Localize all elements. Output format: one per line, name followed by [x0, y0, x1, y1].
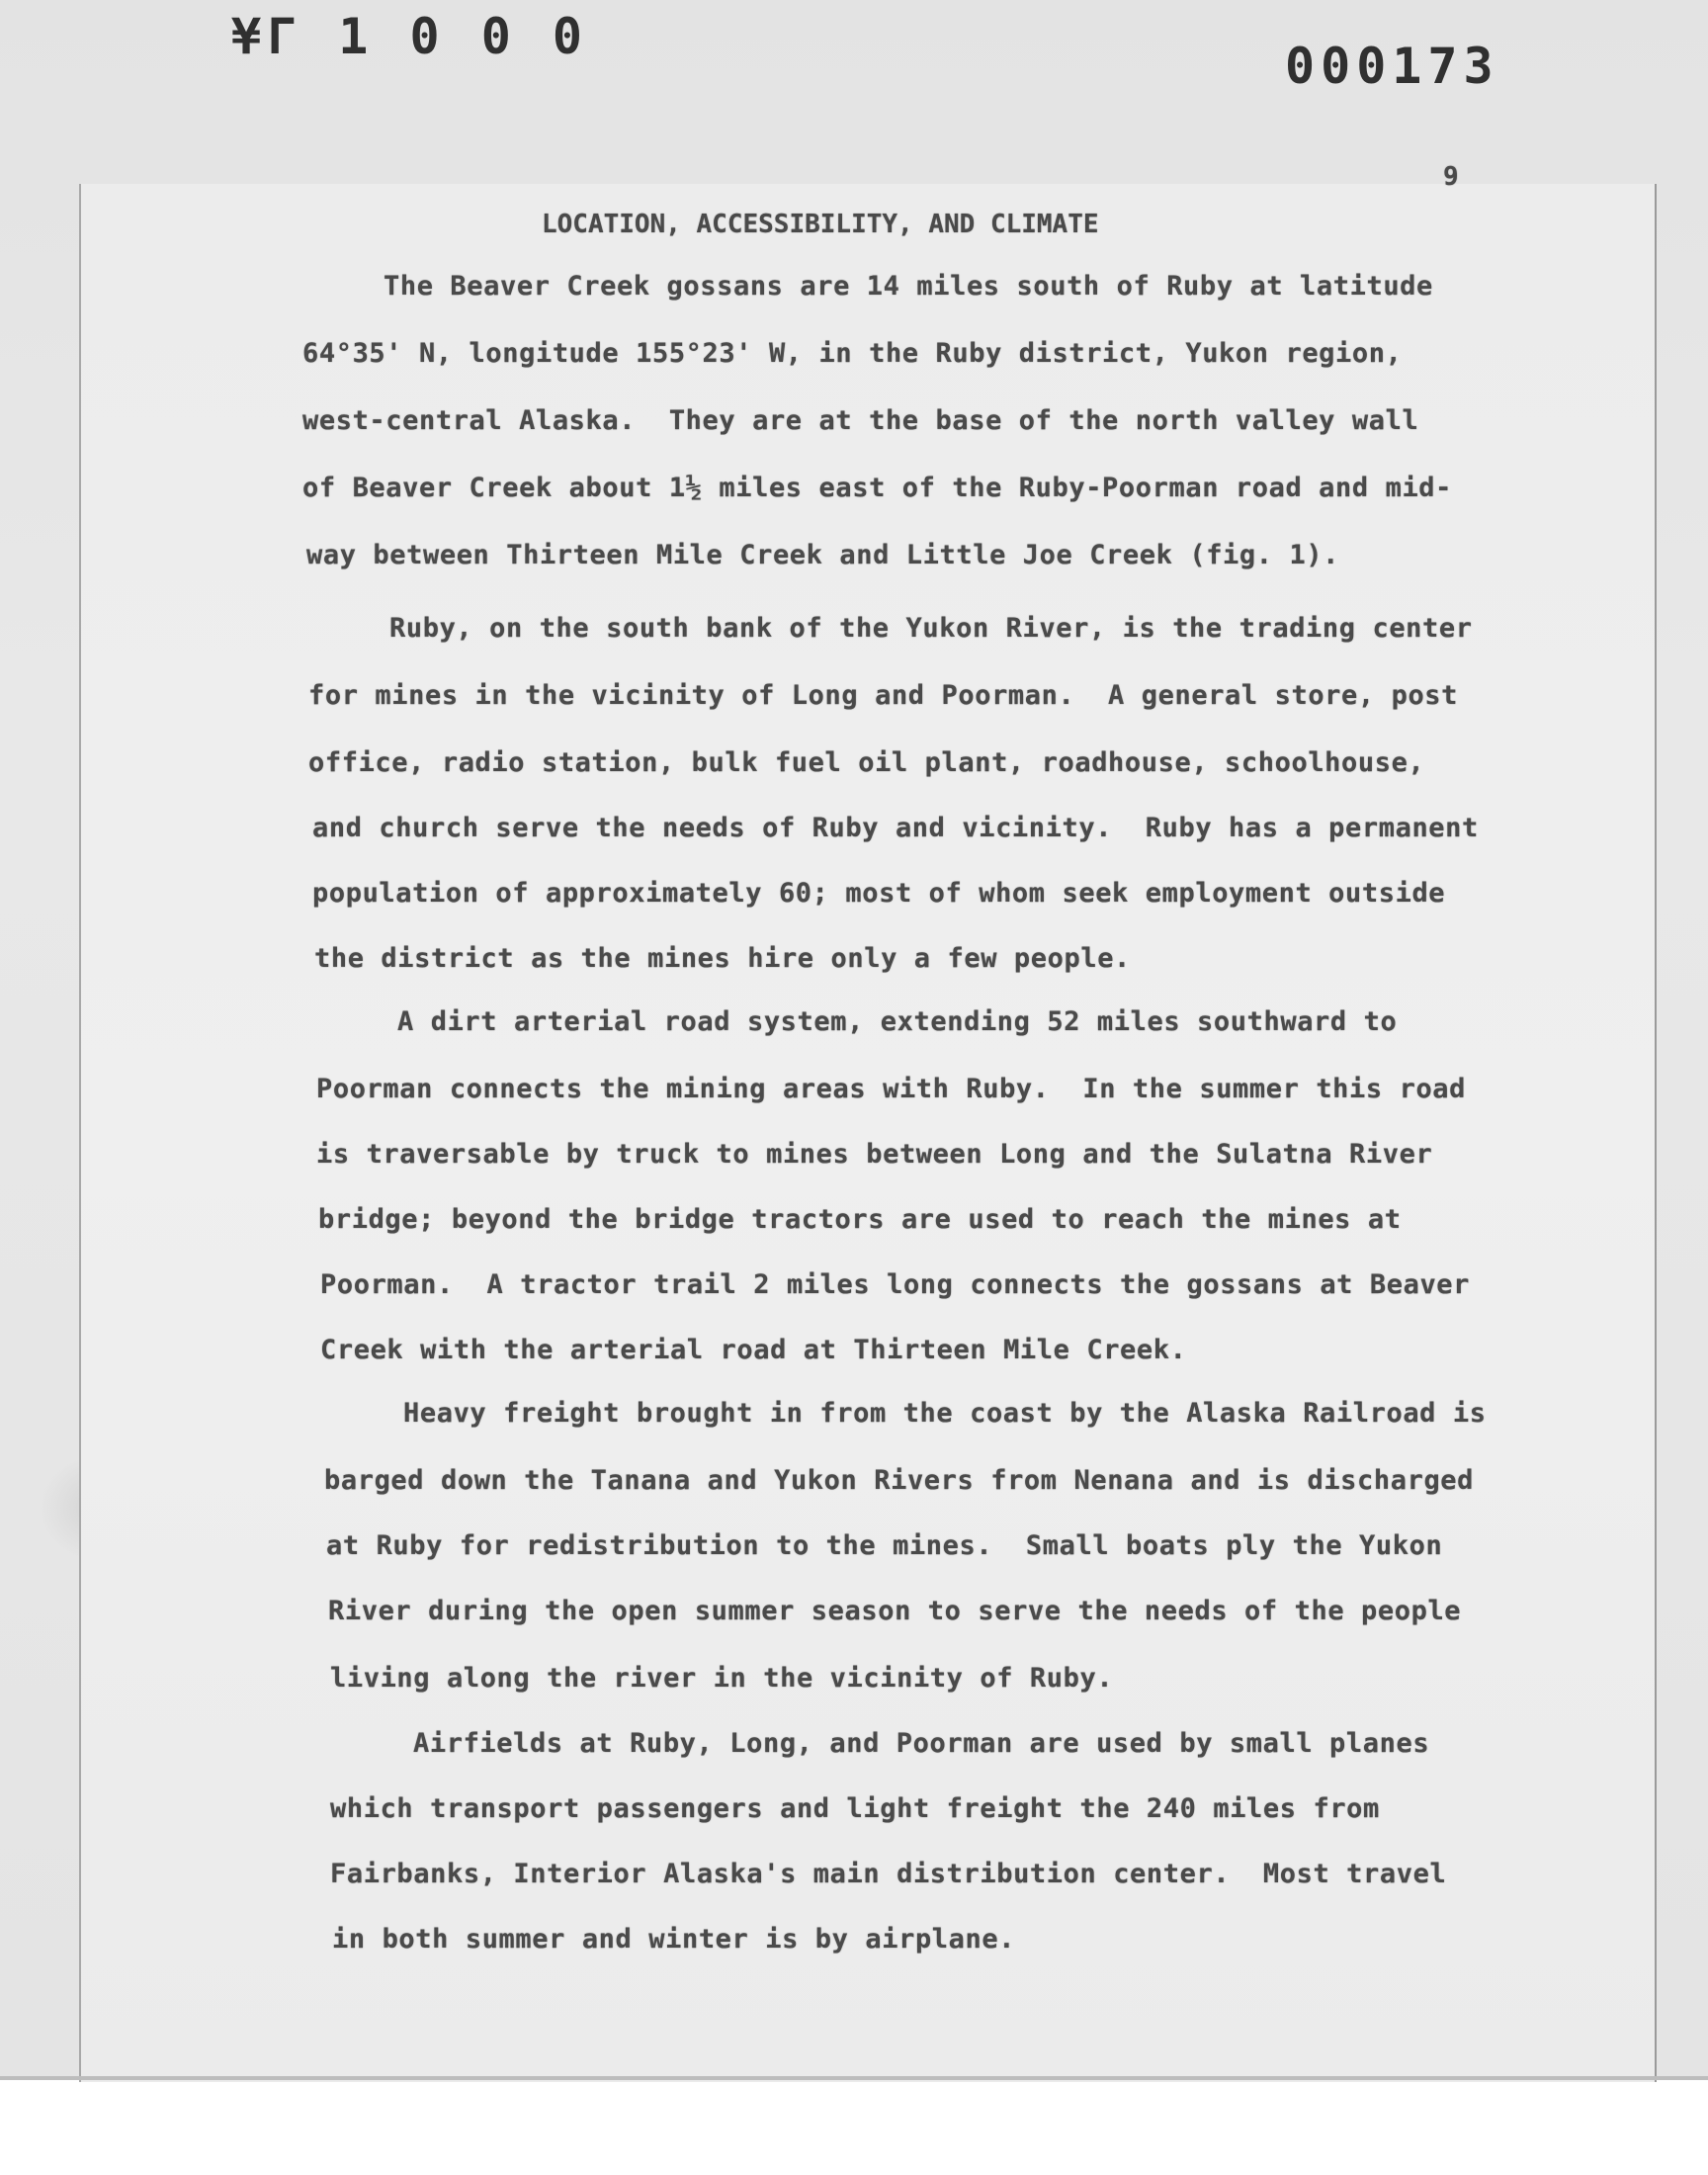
text-line: The Beaver Creek gossans are 14 miles south of Ruby at latitude — [384, 271, 1433, 302]
text-line: and church serve the needs of Ruby and vicinity. Ruby has a permanent — [312, 813, 1479, 843]
text-line: living along the river in the vicinity of Ruby. — [330, 1663, 1114, 1694]
text-line: office, radio station, bulk fuel oil plant, roadhouse, schoolhouse, — [308, 747, 1425, 778]
text-line: barged down the Tanana and Yukon Rivers from Nenana and is discharged — [324, 1465, 1475, 1496]
text-line: in both summer and winter is by airplane. — [332, 1924, 1016, 1955]
section-heading: LOCATION, ACCESSIBILITY, AND CLIMATE — [542, 210, 1099, 239]
text-line: bridge; beyond the bridge tractors are used to reach the mines at — [318, 1204, 1402, 1235]
text-line: for mines in the vicinity of Long and Poorman. A general store, post — [308, 680, 1459, 711]
text-line: population of approximately 60; most of whom seek employment outside — [312, 878, 1446, 909]
text-line: Airfields at Ruby, Long, and Poorman are used by small planes — [413, 1728, 1430, 1759]
text-line: Poorman connects the mining areas with Ruby. In the summer this road — [316, 1074, 1467, 1104]
text-line: Fairbanks, Interior Alaska's main distribution center. Most travel — [330, 1859, 1447, 1889]
text-line: of Beaver Creek about 1½ miles east of the Ruby-Poorman road and mid- — [302, 473, 1453, 503]
scan-bottom-edge — [0, 2076, 1708, 2080]
text-line: is traversable by truck to mines between Long and the Sulatna River — [316, 1139, 1433, 1170]
text-line: way between Thirteen Mile Creek and Little Joe Creek (fig. 1). — [306, 540, 1340, 570]
text-line: A dirt arterial road system, extending 52 miles southward to — [397, 1006, 1398, 1037]
text-line: Ruby, on the south bank of the Yukon River, is the trading center — [389, 613, 1473, 644]
text-line: west-central Alaska. They are at the base of the north valley wall — [302, 405, 1419, 436]
text-line: Heavy freight brought in from the coast by the Alaska Railroad is — [403, 1398, 1487, 1429]
text-line: Poorman. A tractor trail 2 miles long connects the gossans at Beaver — [320, 1269, 1471, 1300]
text-line: Creek with the arterial road at Thirteen Mile Creek. — [320, 1335, 1187, 1365]
text-line: 64°35' N, longitude 155°23' W, in the Ruby district, Yukon region, — [302, 338, 1403, 369]
document-stamp-right: 000173 — [1285, 38, 1499, 95]
page-number: 9 — [1443, 162, 1459, 192]
text-line: at Ruby for redistribution to the mines. Small boats ply the Yukon — [326, 1530, 1443, 1561]
text-line: which transport passengers and light freight the 240 miles from — [330, 1793, 1380, 1824]
text-line: the district as the mines hire only a few people. — [314, 943, 1131, 974]
text-line: River during the open summer season to serve the needs of the people — [328, 1596, 1462, 1626]
document-stamp-left: ¥Γ 1 0 0 0 — [231, 8, 589, 65]
